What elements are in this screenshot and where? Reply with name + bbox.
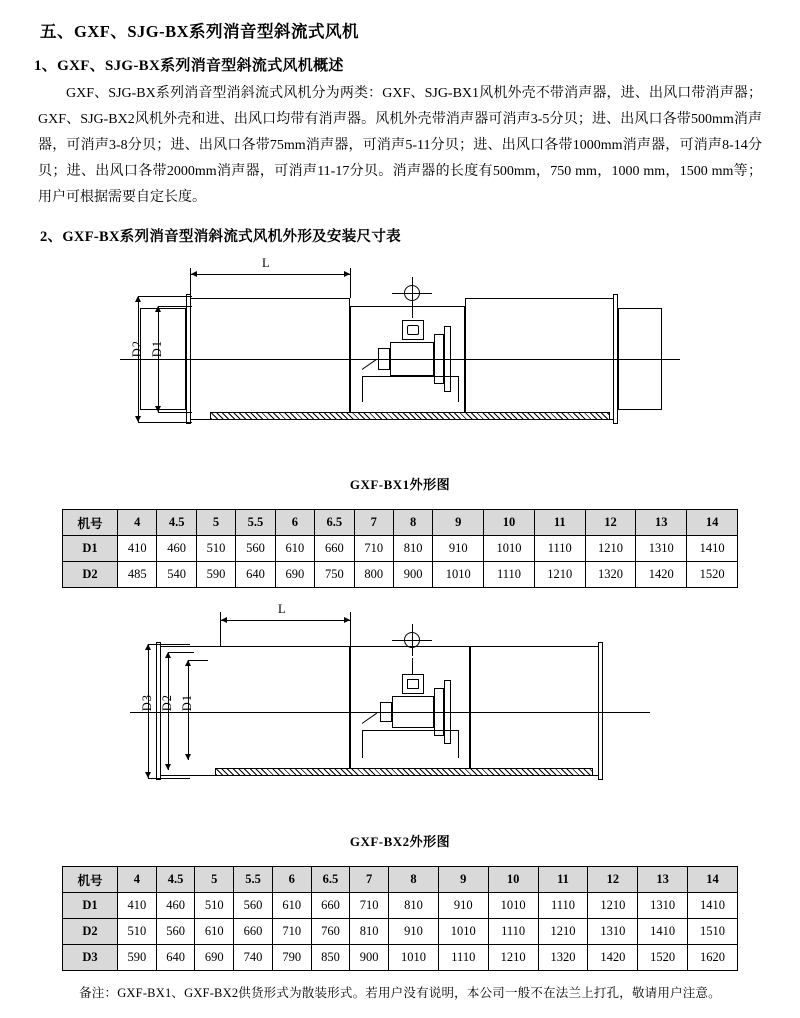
mount-stem-2: [412, 658, 413, 674]
table1-model-12: 13: [636, 510, 687, 536]
table1-d2-6: 800: [354, 562, 393, 588]
table1-model-4: 6: [275, 510, 314, 536]
table1-model-8: 9: [433, 510, 484, 536]
table2-d1-8: 910: [438, 893, 488, 919]
subsection-title-1: 1、GXF、SJG-BX系列消音型斜流式风机概述: [34, 58, 344, 74]
table1-d2-7: 900: [393, 562, 432, 588]
table2-d2-9: 1110: [488, 919, 538, 945]
support-leg-left: [362, 376, 363, 402]
table1-d1-13: 1410: [687, 536, 738, 562]
table2-d1-10: 1110: [538, 893, 588, 919]
table-row: [63, 562, 738, 588]
table1-model-3: 5.5: [236, 510, 275, 536]
table2-d2-4: 710: [272, 919, 311, 945]
table2-model-11: 12: [588, 867, 638, 893]
table-row: [63, 945, 738, 971]
table1-d1-3: 560: [236, 536, 275, 562]
motor-terminal-box-2: [380, 702, 392, 722]
table2-d3-9: 1210: [488, 945, 538, 971]
table1-model-13: 14: [687, 510, 738, 536]
table2-d2-7: 910: [389, 919, 439, 945]
table1-d1-6: 710: [354, 536, 393, 562]
dim-ext-line-right: [350, 268, 351, 298]
table2-d3-5: 850: [311, 945, 350, 971]
drawing1-caption: GXF-BX1外形图: [349, 477, 451, 492]
footnote: 备注：GXF-BX1、GXF-BX2供货形式为散装形式。若用户没有说明，本公司一般不在法兰上打孔，敬请用户注意。: [79, 986, 721, 1000]
table1-model-7: 8: [393, 510, 432, 536]
dim-label-D2-2: D2: [160, 694, 174, 712]
table2-d2-6: 810: [350, 919, 389, 945]
table1-d2-11: 1320: [585, 562, 636, 588]
dimension-table-1: [62, 509, 738, 588]
dim-line-L: [190, 274, 350, 275]
table1-model-11: 12: [585, 510, 636, 536]
dim-label-D3: D3: [140, 694, 154, 712]
page-title: 五、GXF、SJG-BX系列消音型斜流式风机: [40, 22, 360, 41]
table1-d1-4: 610: [275, 536, 314, 562]
ext-line-bottom-d3: [148, 778, 190, 779]
table1-d2-12: 1420: [636, 562, 687, 588]
table2-row-label-3: D3: [63, 945, 118, 971]
mount-cross-v-2: [412, 624, 413, 656]
table2-d2-2: 610: [195, 919, 234, 945]
table2-d1-11: 1210: [588, 893, 638, 919]
table1-d2-3: 640: [236, 562, 275, 588]
junction-box-inner-2: [407, 679, 419, 689]
table1-d2-9: 1110: [484, 562, 535, 588]
dim-arrow-right-2-icon: [344, 617, 350, 623]
support-leg-left-2: [362, 730, 363, 758]
table2-row-label-1: D1: [63, 893, 118, 919]
table1-model-1: 4.5: [157, 510, 196, 536]
junction-box-inner: [407, 325, 419, 335]
table2-d3-6: 900: [350, 945, 389, 971]
table1-d2-13: 1520: [687, 562, 738, 588]
support-plate: [362, 376, 458, 377]
table2-d2-10: 1210: [538, 919, 588, 945]
table1-d2-0: 485: [118, 562, 157, 588]
table2-model-6: 7: [350, 867, 389, 893]
table2-d1-3: 560: [234, 893, 273, 919]
table2-model-3: 5.5: [234, 867, 273, 893]
support-leg-right-2: [458, 730, 459, 758]
table1-d1-12: 1310: [636, 536, 687, 562]
drawing-gxf-bx1: [40, 256, 760, 470]
dim-arrow-right-icon: [344, 271, 350, 277]
table1-d1-2: 510: [196, 536, 235, 562]
table2-d2-3: 660: [234, 919, 273, 945]
mount-cross-v: [412, 277, 413, 309]
table2-d3-3: 740: [234, 945, 273, 971]
table2-d3-4: 790: [272, 945, 311, 971]
ext-line-top-d1: [158, 306, 192, 307]
table2-d3-11: 1420: [588, 945, 638, 971]
table2-d2-5: 760: [311, 919, 350, 945]
document-page: [0, 18, 800, 1018]
table-row: [63, 893, 738, 919]
table1-d1-0: 410: [118, 536, 157, 562]
table2-d3-2: 690: [195, 945, 234, 971]
table2-d1-9: 1010: [488, 893, 538, 919]
dim-arrow-left-2-icon: [221, 617, 227, 623]
dim-line-D2: [138, 296, 139, 422]
dim-ext-line-right-2: [350, 612, 351, 646]
ext-line-top-d2: [138, 296, 192, 297]
dim-label-L: L: [262, 256, 270, 270]
dim-label-L-2: L: [278, 602, 286, 616]
overview-paragraph: GXF、SJG-BX系列消音型消斜流式风机分为两类：GXF、SJG-BX1风机外壳不带消声器，进、出风口带消声器；GXF、SJG-BX2风机外壳和进、出风口均带有消声器。风机外壳带消声器可消声3-5分贝；进、出风口各带500mm消声器，可消声3-8分贝；进、出风口各带75mm消声器，可消声5-11分贝；进、出风口各带1000mm消声器，可消声8-14分贝；进、出风口各带2000mm消声器，可消声11-17分贝。消声器的长度有500mm，750 mm，1000 mm，1500 mm等；用户可根据需要自定长度。: [38, 86, 762, 205]
dim-label-D1: D1: [150, 340, 164, 358]
table1-model-5: 6.5: [315, 510, 354, 536]
table1-d2-8: 1010: [433, 562, 484, 588]
ext-line-bottom-d1: [158, 412, 192, 413]
table2-d1-5: 660: [311, 893, 350, 919]
table-row: [63, 536, 738, 562]
table2-d1-4: 610: [272, 893, 311, 919]
table1-model-6: 7: [354, 510, 393, 536]
table2-d3-13: 1620: [688, 945, 738, 971]
dim-arrow-down-d1-2-icon: [185, 754, 191, 760]
table1-d2-4: 690: [275, 562, 314, 588]
ext-line-bottom-d2: [138, 422, 192, 423]
table2-model-12: 13: [638, 867, 688, 893]
impeller-blades: [444, 326, 451, 392]
drawing-gxf-bx2: [40, 602, 760, 827]
table1-d2-1: 540: [157, 562, 196, 588]
table2-model-8: 9: [438, 867, 488, 893]
table1-row-label-1: D1: [63, 536, 118, 562]
table2-d3-12: 1520: [638, 945, 688, 971]
table2-d1-1: 460: [156, 893, 195, 919]
table1-d1-8: 910: [433, 536, 484, 562]
table-row: [63, 867, 738, 893]
mount-stem: [412, 306, 413, 318]
motor-body-2: [392, 696, 434, 728]
dim-line-D1: [158, 306, 159, 412]
table2-model-10: 11: [538, 867, 588, 893]
ext-line-top-d3: [148, 644, 190, 645]
dim-arrow-left-icon: [191, 271, 197, 277]
dim-arrow-down-d2-2-icon: [165, 764, 171, 770]
table2-d2-12: 1410: [638, 919, 688, 945]
dim-label-D2: D2: [130, 340, 144, 358]
table1-row-label-2: D2: [63, 562, 118, 588]
table2-d3-8: 1110: [438, 945, 488, 971]
table-row: [63, 510, 738, 536]
ext-line-top-d1-2: [188, 660, 208, 661]
dim-label-D1-2: D1: [180, 694, 194, 712]
table1-d1-10: 1110: [534, 536, 585, 562]
table2-d1-13: 1410: [688, 893, 738, 919]
table2-d2-13: 1510: [688, 919, 738, 945]
table1-model-10: 11: [534, 510, 585, 536]
table1-row-label-0: 机号: [63, 510, 118, 536]
table2-d3-0: 590: [118, 945, 157, 971]
table2-d1-2: 510: [195, 893, 234, 919]
outlet-silencer-body-2: [470, 646, 600, 776]
drawing2-caption: GXF-BX2外形图: [349, 834, 451, 849]
table2-model-0: 4: [118, 867, 157, 893]
base-hatch: [210, 412, 610, 420]
table2-d3-1: 640: [156, 945, 195, 971]
support-leg-right: [458, 376, 459, 402]
table1-d2-2: 590: [196, 562, 235, 588]
outlet-flange-right-2: [598, 642, 603, 780]
motor-body: [390, 342, 434, 376]
table2-d2-8: 1010: [438, 919, 488, 945]
support-plate-2: [362, 730, 458, 731]
table2-d3-7: 1010: [389, 945, 439, 971]
table2-d1-7: 810: [389, 893, 439, 919]
table2-d2-11: 1310: [588, 919, 638, 945]
table2-model-2: 5: [195, 867, 234, 893]
table1-d2-10: 1210: [534, 562, 585, 588]
motor-terminal-box: [378, 348, 390, 370]
dim-line-L-2: [220, 620, 350, 621]
table1-model-0: 4: [118, 510, 157, 536]
table2-model-13: 14: [688, 867, 738, 893]
dimension-table-2: [62, 866, 738, 971]
impeller-blades-2: [444, 680, 451, 744]
table-row: [63, 919, 738, 945]
table2-model-4: 6: [272, 867, 311, 893]
table2-d3-10: 1320: [538, 945, 588, 971]
table1-d1-5: 660: [315, 536, 354, 562]
table1-d2-5: 750: [315, 562, 354, 588]
table2-d1-0: 410: [118, 893, 157, 919]
table2-model-5: 6.5: [311, 867, 350, 893]
table2-model-1: 4.5: [156, 867, 195, 893]
table2-d1-6: 710: [350, 893, 389, 919]
table2-row-label-2: D2: [63, 919, 118, 945]
impeller-hub-2: [434, 688, 444, 736]
table1-d1-11: 1210: [585, 536, 636, 562]
table2-d2-1: 560: [156, 919, 195, 945]
ext-line-top-d2-2: [168, 652, 194, 653]
table2-model-7: 8: [389, 867, 439, 893]
table1-d1-1: 460: [157, 536, 196, 562]
table1-d1-7: 810: [393, 536, 432, 562]
table1-model-9: 10: [484, 510, 535, 536]
table2-model-9: 10: [488, 867, 538, 893]
table1-model-2: 5: [196, 510, 235, 536]
subsection-title-2: 2、GXF-BX系列消音型消斜流式风机外形及安装尺寸表: [40, 229, 401, 245]
table1-d1-9: 1010: [484, 536, 535, 562]
table2-d2-0: 510: [118, 919, 157, 945]
base-hatch-2: [215, 768, 593, 776]
table2-d1-12: 1310: [638, 893, 688, 919]
table2-row-label-0: 机号: [63, 867, 118, 893]
